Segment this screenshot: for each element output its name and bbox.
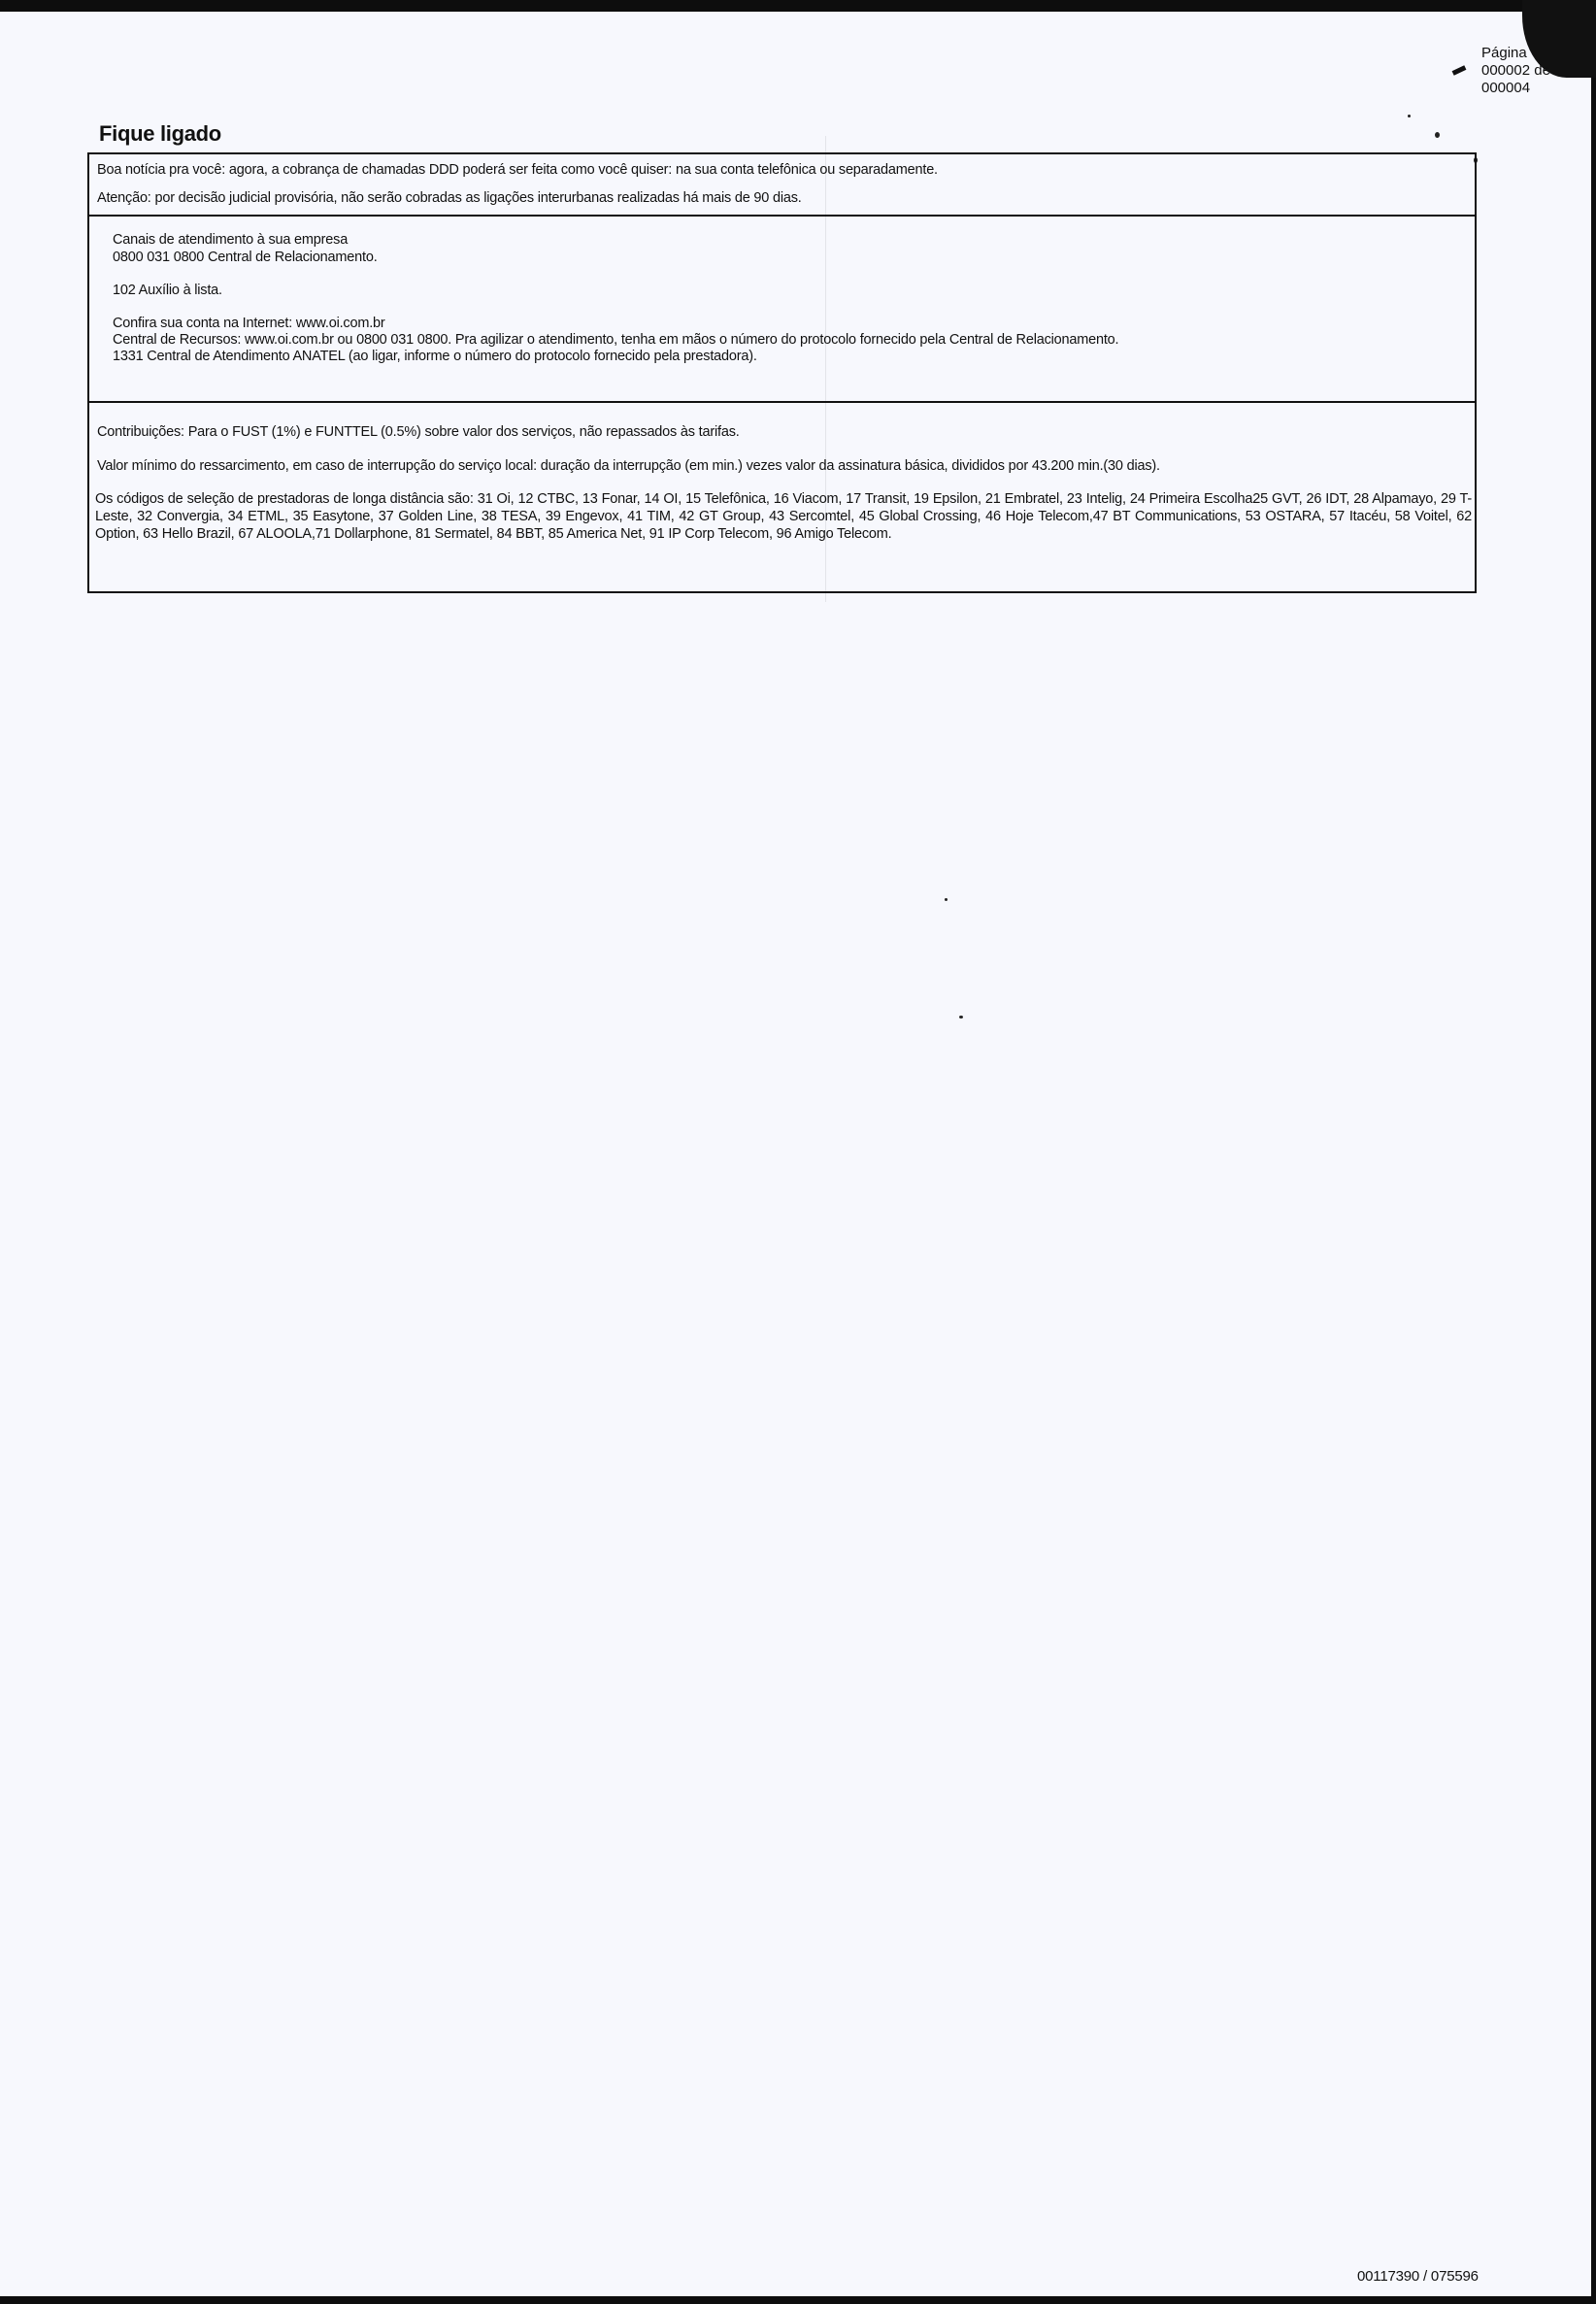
scan-speck bbox=[959, 1016, 963, 1018]
carrier-codes-text: Os códigos de seleção de prestadoras de longa distância são: 31 Oi, 12 CTBC, 13 Fonar, 14 OI, 15 Telefônica, 16 Viacom, 17 Transit, 19 Epsilon, 21 Embratel, 23 Intelig, 24 Primeira Escolha25 GVT, 26 IDT, 28 Alpamayo, 29 T-Leste, 32 Convergia, 34 ETML, 35 Easytone, 37 Golden Line, 38 TESA, 39 Engevox, 41 TIM, 42 GT Group, 43 Sercomtel, 45 Global Crossing, 46 Hoje Telecom,47 BT Communications, 53 OSTARA, 57 Itacéu, 58 Voitel, 62 Option, 63 Hello Brazil, 67 ALOOLA,71 Dollarphone, 81 Sermatel, 84 BBT, 85 America Net, 91 IP Corp Telecom, 96 Amigo Telecom. bbox=[95, 491, 1472, 542]
refund-text: Valor mínimo do ressarcimento, em caso de interrupção do serviço local: duração da interrupção (em min.) vezes valor da assinatura básica, divididos por 43.200 min.(30 dias). bbox=[97, 458, 1160, 474]
info-box bbox=[87, 152, 1477, 593]
scan-speck bbox=[1408, 115, 1411, 117]
section-title: Fique ligado bbox=[99, 121, 221, 146]
contact-anatel: 1331 Central de Atendimento ANATEL (ao ligar, informe o número do protocolo fornecido pela prestadora). bbox=[113, 349, 757, 364]
contact-appeals: Central de Recursos: www.oi.com.br ou 0800 031 0800. Pra agilizar o atendimento, tenha em mãos o número do protocolo fornecido pela Central de Relacionamento. bbox=[113, 332, 1119, 348]
document-code: 00117390 / 075596 bbox=[1357, 2268, 1479, 2285]
contact-central-phone: 0800 031 0800 Central de Relacionamento. bbox=[113, 250, 378, 265]
notice-judicial: Atenção: por decisão judicial provisória, não serão cobradas as ligações interurbanas realizadas há mais de 90 dias. bbox=[97, 190, 802, 206]
scan-speck bbox=[945, 898, 948, 901]
page-number bbox=[1481, 45, 1550, 97]
contact-section bbox=[89, 217, 1475, 403]
scan-border-top bbox=[0, 0, 1596, 12]
page-current: 000002 de bbox=[1481, 62, 1550, 79]
contributions-text: Contribuições: Para o FUST (1%) e FUNTTEL (0.5%) sobre valor dos serviços, não repassados às tarifas. bbox=[97, 424, 740, 440]
scan-mark bbox=[1452, 65, 1467, 75]
regulatory-section bbox=[89, 403, 1475, 591]
page-total: 000004 bbox=[1481, 80, 1531, 96]
scan-border-right bbox=[1591, 0, 1596, 2304]
contact-website: Confira sua conta na Internet: www.oi.com.br bbox=[113, 316, 385, 331]
scan-speck bbox=[1435, 132, 1440, 138]
page-label: Página bbox=[1481, 45, 1527, 61]
scan-border-bottom bbox=[0, 2296, 1596, 2304]
notice-section bbox=[89, 154, 1475, 217]
contact-heading: Canais de atendimento à sua empresa bbox=[113, 232, 349, 248]
contact-directory: 102 Auxílio à lista. bbox=[113, 283, 222, 298]
notice-ddd: Boa notícia pra você: agora, a cobrança de chamadas DDD poderá ser feita como você quiser: na sua conta telefônica ou separadamente. bbox=[97, 162, 938, 178]
